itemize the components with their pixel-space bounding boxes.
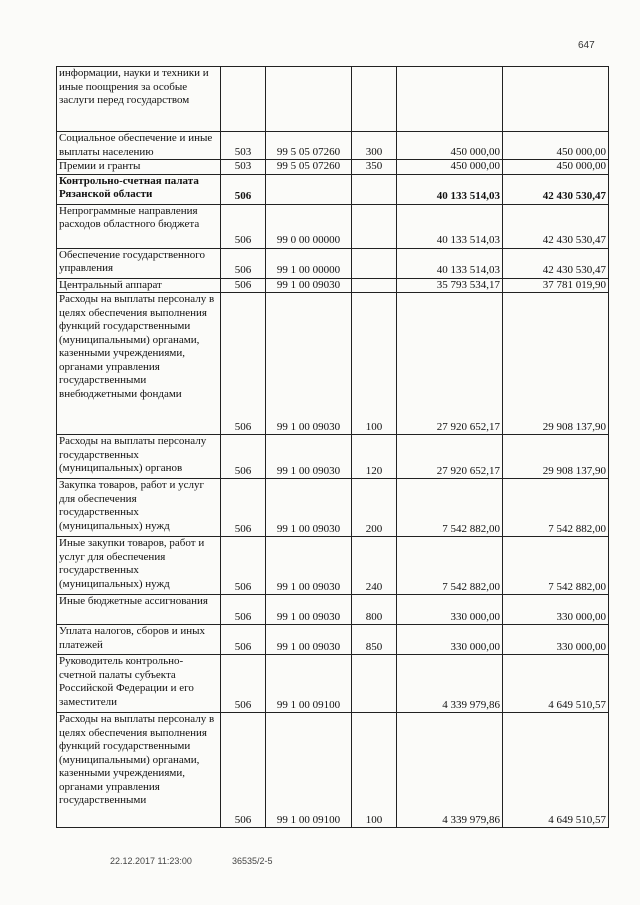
cell-expense-type bbox=[352, 278, 397, 293]
cell-amount-2019: 7 542 882,00 bbox=[397, 537, 503, 595]
cell-target-article: 99 1 00 09100 bbox=[266, 713, 352, 828]
cell-expense-type bbox=[352, 174, 397, 204]
cell-dept-code: 506 bbox=[221, 595, 266, 625]
cell-name: Непрограммные направления расходов областного бюджета bbox=[57, 204, 221, 248]
cell-dept-code bbox=[221, 67, 266, 132]
table-row bbox=[57, 160, 609, 175]
cell-expense-type bbox=[352, 248, 397, 278]
cell-amount-2020: 4 649 510,57 bbox=[503, 655, 609, 713]
cell-target-article: 99 1 00 09030 bbox=[266, 479, 352, 537]
table-row bbox=[57, 655, 609, 713]
cell-expense-type bbox=[352, 655, 397, 713]
table-row bbox=[57, 713, 609, 828]
cell-name: Уплата налогов, сборов и иных платежей bbox=[57, 625, 221, 655]
table-row bbox=[57, 132, 609, 160]
cell-amount-2019: 7 542 882,00 bbox=[397, 479, 503, 537]
cell-amount-2019: 40 133 514,03 bbox=[397, 248, 503, 278]
table-row bbox=[57, 67, 609, 132]
cell-name: Расходы на выплаты персоналу в целях обеспечения выполнения функций государственными (муниципальными) органами, казенными учреждениями, органами управления государственными bbox=[57, 713, 221, 828]
cell-dept-code: 506 bbox=[221, 174, 266, 204]
cell-expense-type: 800 bbox=[352, 595, 397, 625]
cell-target-article: 99 1 00 09030 bbox=[266, 537, 352, 595]
cell-target-article bbox=[266, 174, 352, 204]
cell-name: Расходы на выплаты персоналу государственных (муниципальных) органов bbox=[57, 435, 221, 479]
cell-amount-2020: 7 542 882,00 bbox=[503, 537, 609, 595]
cell-amount-2020: 450 000,00 bbox=[503, 132, 609, 160]
cell-name: Закупка товаров, работ и услуг для обеспечения государственных (муниципальных) нужд bbox=[57, 479, 221, 537]
cell-expense-type: 240 bbox=[352, 537, 397, 595]
budget-table bbox=[56, 66, 609, 828]
cell-name: Социальное обеспечение и иные выплаты населению bbox=[57, 132, 221, 160]
cell-amount-2020 bbox=[503, 67, 609, 132]
cell-amount-2020: 330 000,00 bbox=[503, 625, 609, 655]
cell-dept-code: 506 bbox=[221, 248, 266, 278]
cell-amount-2019: 4 339 979,86 bbox=[397, 713, 503, 828]
cell-target-article: 99 5 05 07260 bbox=[266, 160, 352, 175]
table-row bbox=[57, 625, 609, 655]
cell-amount-2019: 450 000,00 bbox=[397, 160, 503, 175]
cell-amount-2019: 450 000,00 bbox=[397, 132, 503, 160]
cell-target-article: 99 1 00 09030 bbox=[266, 278, 352, 293]
cell-name: Центральный аппарат bbox=[57, 278, 221, 293]
cell-dept-code: 506 bbox=[221, 293, 266, 435]
cell-target-article: 99 1 00 09030 bbox=[266, 625, 352, 655]
cell-expense-type: 100 bbox=[352, 293, 397, 435]
table-row bbox=[57, 204, 609, 248]
cell-target-article bbox=[266, 67, 352, 132]
table-row bbox=[57, 174, 609, 204]
cell-target-article: 99 1 00 09100 bbox=[266, 655, 352, 713]
cell-amount-2019: 40 133 514,03 bbox=[397, 174, 503, 204]
cell-expense-type: 850 bbox=[352, 625, 397, 655]
cell-name: Премии и гранты bbox=[57, 160, 221, 175]
table-row bbox=[57, 537, 609, 595]
cell-dept-code: 503 bbox=[221, 132, 266, 160]
cell-target-article: 99 1 00 00000 bbox=[266, 248, 352, 278]
cell-name: Иные закупки товаров, работ и услуг для обеспечения государственных (муниципальных) нужд bbox=[57, 537, 221, 595]
cell-name: Руководитель контрольно-счетной палаты субъекта Российской Федерации и его заместители bbox=[57, 655, 221, 713]
cell-expense-type: 300 bbox=[352, 132, 397, 160]
cell-amount-2020: 37 781 019,90 bbox=[503, 278, 609, 293]
table-row bbox=[57, 278, 609, 293]
cell-name: информации, науки и техники и иные поощрения за особые заслуги перед государством bbox=[57, 67, 221, 132]
cell-name: Иные бюджетные ассигнования bbox=[57, 595, 221, 625]
cell-expense-type: 120 bbox=[352, 435, 397, 479]
cell-expense-type bbox=[352, 67, 397, 132]
table-row bbox=[57, 479, 609, 537]
cell-amount-2019 bbox=[397, 67, 503, 132]
footer-document-id: 36535/2-5 bbox=[232, 856, 273, 866]
cell-dept-code: 503 bbox=[221, 160, 266, 175]
cell-dept-code: 506 bbox=[221, 278, 266, 293]
cell-amount-2019: 27 920 652,17 bbox=[397, 435, 503, 479]
cell-expense-type: 350 bbox=[352, 160, 397, 175]
cell-dept-code: 506 bbox=[221, 479, 266, 537]
cell-expense-type: 100 bbox=[352, 713, 397, 828]
cell-amount-2019: 330 000,00 bbox=[397, 595, 503, 625]
cell-target-article: 99 5 05 07260 bbox=[266, 132, 352, 160]
cell-name: Контрольно-счетная палата Рязанской области bbox=[57, 174, 221, 204]
table-row bbox=[57, 248, 609, 278]
cell-dept-code: 506 bbox=[221, 713, 266, 828]
table-row bbox=[57, 293, 609, 435]
cell-dept-code: 506 bbox=[221, 625, 266, 655]
cell-amount-2020: 450 000,00 bbox=[503, 160, 609, 175]
cell-amount-2020: 330 000,00 bbox=[503, 595, 609, 625]
cell-target-article: 99 1 00 09030 bbox=[266, 435, 352, 479]
cell-target-article: 99 0 00 00000 bbox=[266, 204, 352, 248]
cell-amount-2020: 4 649 510,57 bbox=[503, 713, 609, 828]
cell-dept-code: 506 bbox=[221, 204, 266, 248]
table-row bbox=[57, 435, 609, 479]
cell-amount-2019: 4 339 979,86 bbox=[397, 655, 503, 713]
cell-target-article: 99 1 00 09030 bbox=[266, 293, 352, 435]
cell-name: Обеспечение государственного управления bbox=[57, 248, 221, 278]
cell-expense-type bbox=[352, 204, 397, 248]
cell-dept-code: 506 bbox=[221, 537, 266, 595]
cell-amount-2020: 42 430 530,47 bbox=[503, 174, 609, 204]
cell-amount-2019: 330 000,00 bbox=[397, 625, 503, 655]
table-body bbox=[57, 67, 609, 828]
cell-amount-2020: 7 542 882,00 bbox=[503, 479, 609, 537]
cell-amount-2019: 35 793 534,17 bbox=[397, 278, 503, 293]
cell-amount-2019: 40 133 514,03 bbox=[397, 204, 503, 248]
cell-dept-code: 506 bbox=[221, 655, 266, 713]
table-row bbox=[57, 595, 609, 625]
cell-amount-2020: 42 430 530,47 bbox=[503, 248, 609, 278]
page-number: 647 bbox=[578, 40, 595, 51]
cell-expense-type: 200 bbox=[352, 479, 397, 537]
cell-name: Расходы на выплаты персоналу в целях обеспечения выполнения функций государственными (муниципальными) органами, казенными учреждениями, органами управления государственными внебюджетными фондами bbox=[57, 293, 221, 435]
cell-amount-2019: 27 920 652,17 bbox=[397, 293, 503, 435]
cell-dept-code: 506 bbox=[221, 435, 266, 479]
cell-amount-2020: 29 908 137,90 bbox=[503, 293, 609, 435]
cell-amount-2020: 42 430 530,47 bbox=[503, 204, 609, 248]
cell-target-article: 99 1 00 09030 bbox=[266, 595, 352, 625]
footer-timestamp: 22.12.2017 11:23:00 bbox=[110, 856, 192, 866]
cell-amount-2020: 29 908 137,90 bbox=[503, 435, 609, 479]
